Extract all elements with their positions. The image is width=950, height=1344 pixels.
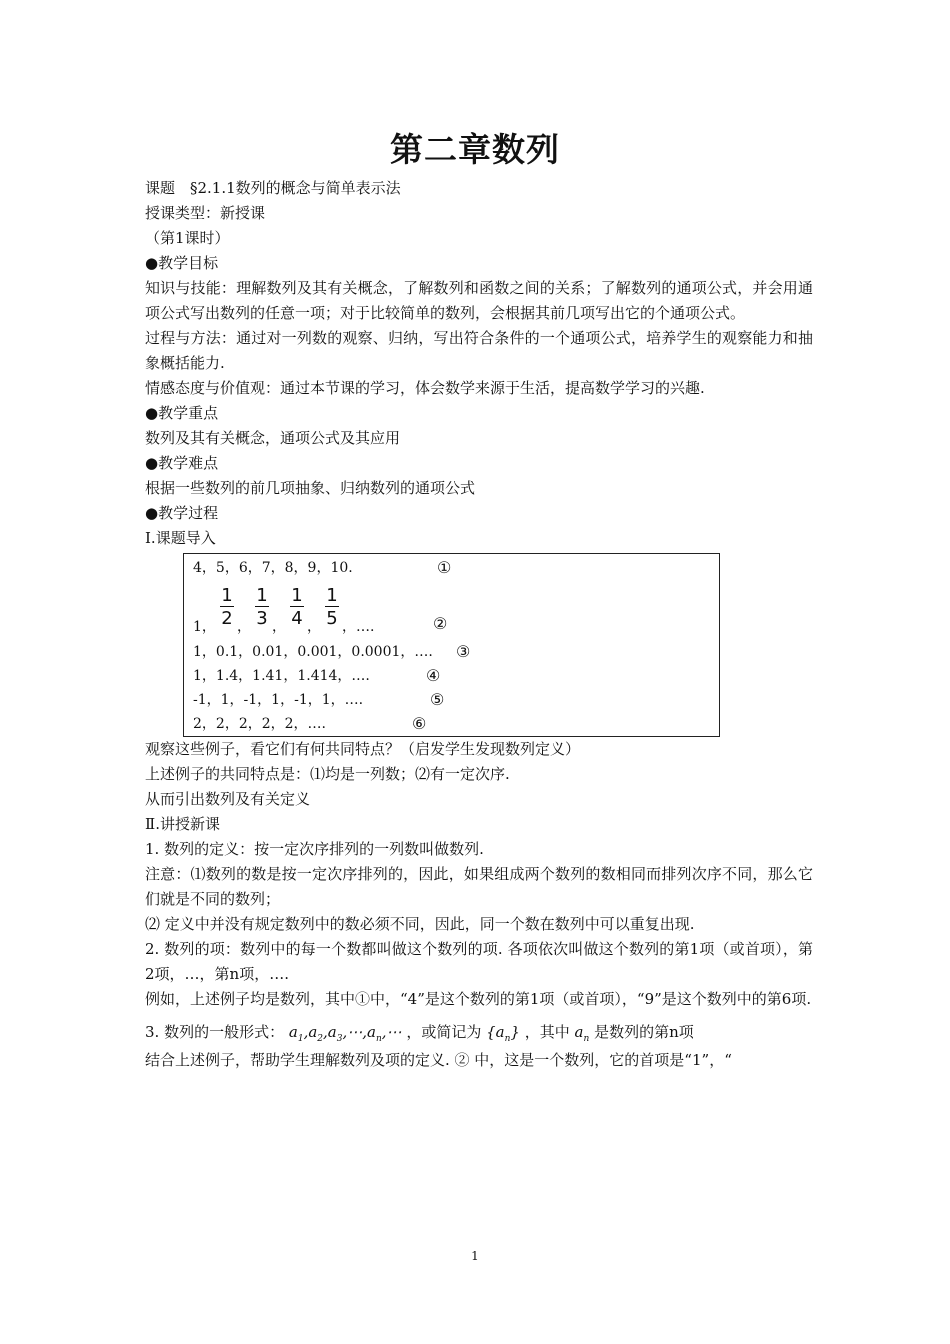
fraction-half: [220, 586, 234, 629]
fraction-numerator: 1: [221, 585, 233, 606]
definition-3-mid: ，或简记为: [406, 1023, 482, 1041]
goals-attitude: 情感态度与价值观：通过本节课的学习，体会数学来源于生活，提高数学学习的兴趣.: [145, 379, 705, 397]
content-body: [145, 176, 813, 1073]
common-traits-text: 上述例子的共同特点是：⑴均是一列数；⑵有一定次序.: [145, 765, 510, 783]
definition-2: 2. 数列的项：数列中的每一个数都叫做这个数列的项. 各项依次叫做这个数列的第1项（或首项），第2项，…，第n项，….: [145, 940, 813, 983]
definition-3: [145, 1012, 813, 1048]
example-1-text: 4，5，6，7，8，9，10.: [193, 560, 353, 576]
note-2: ⑵ 定义中并没有规定数列中的数必须不同，因此，同一个数在数列中可以重复出现.: [145, 915, 695, 933]
definition-3-tail-1: ，其中: [524, 1023, 570, 1041]
goals-heading: ●教学目标: [145, 254, 219, 272]
fraction-separator: ，: [307, 619, 321, 635]
example-explanation: 例如，上述例子均是数列，其中①中，“4”是这个数列的第1项（或首项），“9”是这个数列中的第6项.: [145, 990, 812, 1008]
example-6-text: 2，2，2，2，2，….: [193, 716, 326, 732]
example-2-marker: ②: [433, 614, 448, 633]
example-5-text: -1，1，-1，1，-1，1，….: [193, 692, 364, 708]
example-4-text: 1，1.4，1.41，1.414，….: [193, 668, 370, 684]
fraction-fifth: [325, 586, 339, 629]
example-4-marker: ④: [426, 666, 441, 685]
example-row-2: [193, 580, 719, 640]
period-line: （第1课时）: [145, 229, 230, 247]
example-2-tail: ，….: [342, 619, 375, 635]
fraction-denominator: 5: [326, 608, 338, 629]
section-intro-heading: Ⅰ.课题导入: [145, 529, 216, 547]
example-row-3: [193, 640, 719, 664]
example-1-marker: ①: [437, 558, 452, 577]
fraction-denominator: 4: [291, 608, 303, 629]
example-6-marker: ⑥: [412, 714, 427, 733]
fraction-third: [255, 586, 269, 629]
example-row-5: [193, 688, 719, 712]
general-form-formula: $a_1,a_2,a_3,\cdots,a_n,\cdots$: [288, 1023, 402, 1044]
nth-term-symbol: $a_n$: [574, 1023, 590, 1044]
definition-3-label: 3. 数列的一般形式：: [145, 1023, 285, 1041]
key-points-text: 数列及其有关概念，通项公式及其应用: [145, 429, 401, 447]
example-row-1: [193, 556, 719, 580]
goals-knowledge: 知识与技能：理解数列及其有关概念，了解数列和函数之间的关系；了解数列的通项公式，并会用通项公式写出数列的任意一项；对于比较简单的数列，会根据其前几项写出它的个通项公式。: [145, 279, 813, 322]
fraction-denominator: 2: [221, 608, 233, 629]
lesson-type-line: 授课类型：新授课: [145, 204, 266, 222]
definition-1: 1. 数列的定义：按一定次序排列的一列数叫做数列.: [145, 840, 484, 858]
example-3-text: 1，0.1，0.01，0.001，0.0001，….: [193, 644, 433, 660]
process-heading: ●教学过程: [145, 504, 219, 522]
example-row-4: [193, 664, 719, 688]
topic-line: 课题 §2.1.1数列的概念与简单表示法: [145, 179, 401, 197]
fraction-numerator: 1: [291, 585, 303, 606]
definition-3-tail-2: 是数列的第n项: [594, 1023, 694, 1041]
goals-process: 过程与方法：通过对一列数的观察、归纳，写出符合条件的一个通项公式，培养学生的观察能力和抽象概括能力.: [145, 329, 813, 372]
note-1: 注意：⑴数列的数是按一定次序排列的，因此，如果组成两个数列的数相同而排列次序不同，那么它们就是不同的数列；: [145, 865, 813, 908]
example-5-marker: ⑤: [430, 690, 445, 709]
example-2-lead: 1，: [193, 619, 216, 635]
example-row-6: [193, 712, 719, 736]
section-new-lesson-heading: Ⅱ.讲授新课: [145, 815, 220, 833]
closing-line: 结合上述例子，帮助学生理解数列及项的定义. ② 中，这是一个数列，它的首项是“1”，“: [145, 1051, 732, 1069]
examples-box: [183, 553, 720, 737]
lead-text: 从而引出数列及有关定义: [145, 790, 311, 808]
key-points-heading: ●教学重点: [145, 404, 219, 422]
page-title: 第二章数列: [390, 130, 560, 169]
difficulties-text: 根据一些数列的前几项抽象、归纳数列的通项公式: [145, 479, 476, 497]
observe-text: 观察这些例子，看它们有何共同特点？（启发学生发现数列定义）: [145, 740, 581, 758]
example-3-marker: ③: [456, 642, 471, 661]
fraction-separator: ，: [237, 619, 251, 635]
difficulties-heading: ●教学难点: [145, 454, 219, 472]
sequence-notation: $\{a_n\}$: [486, 1023, 520, 1044]
fraction-numerator: 1: [256, 585, 268, 606]
fraction-separator: ，: [272, 619, 286, 635]
fraction-quarter: [290, 586, 304, 629]
fraction-denominator: 3: [256, 608, 268, 629]
page-number: 1: [471, 1249, 479, 1263]
fraction-numerator: 1: [326, 585, 338, 606]
